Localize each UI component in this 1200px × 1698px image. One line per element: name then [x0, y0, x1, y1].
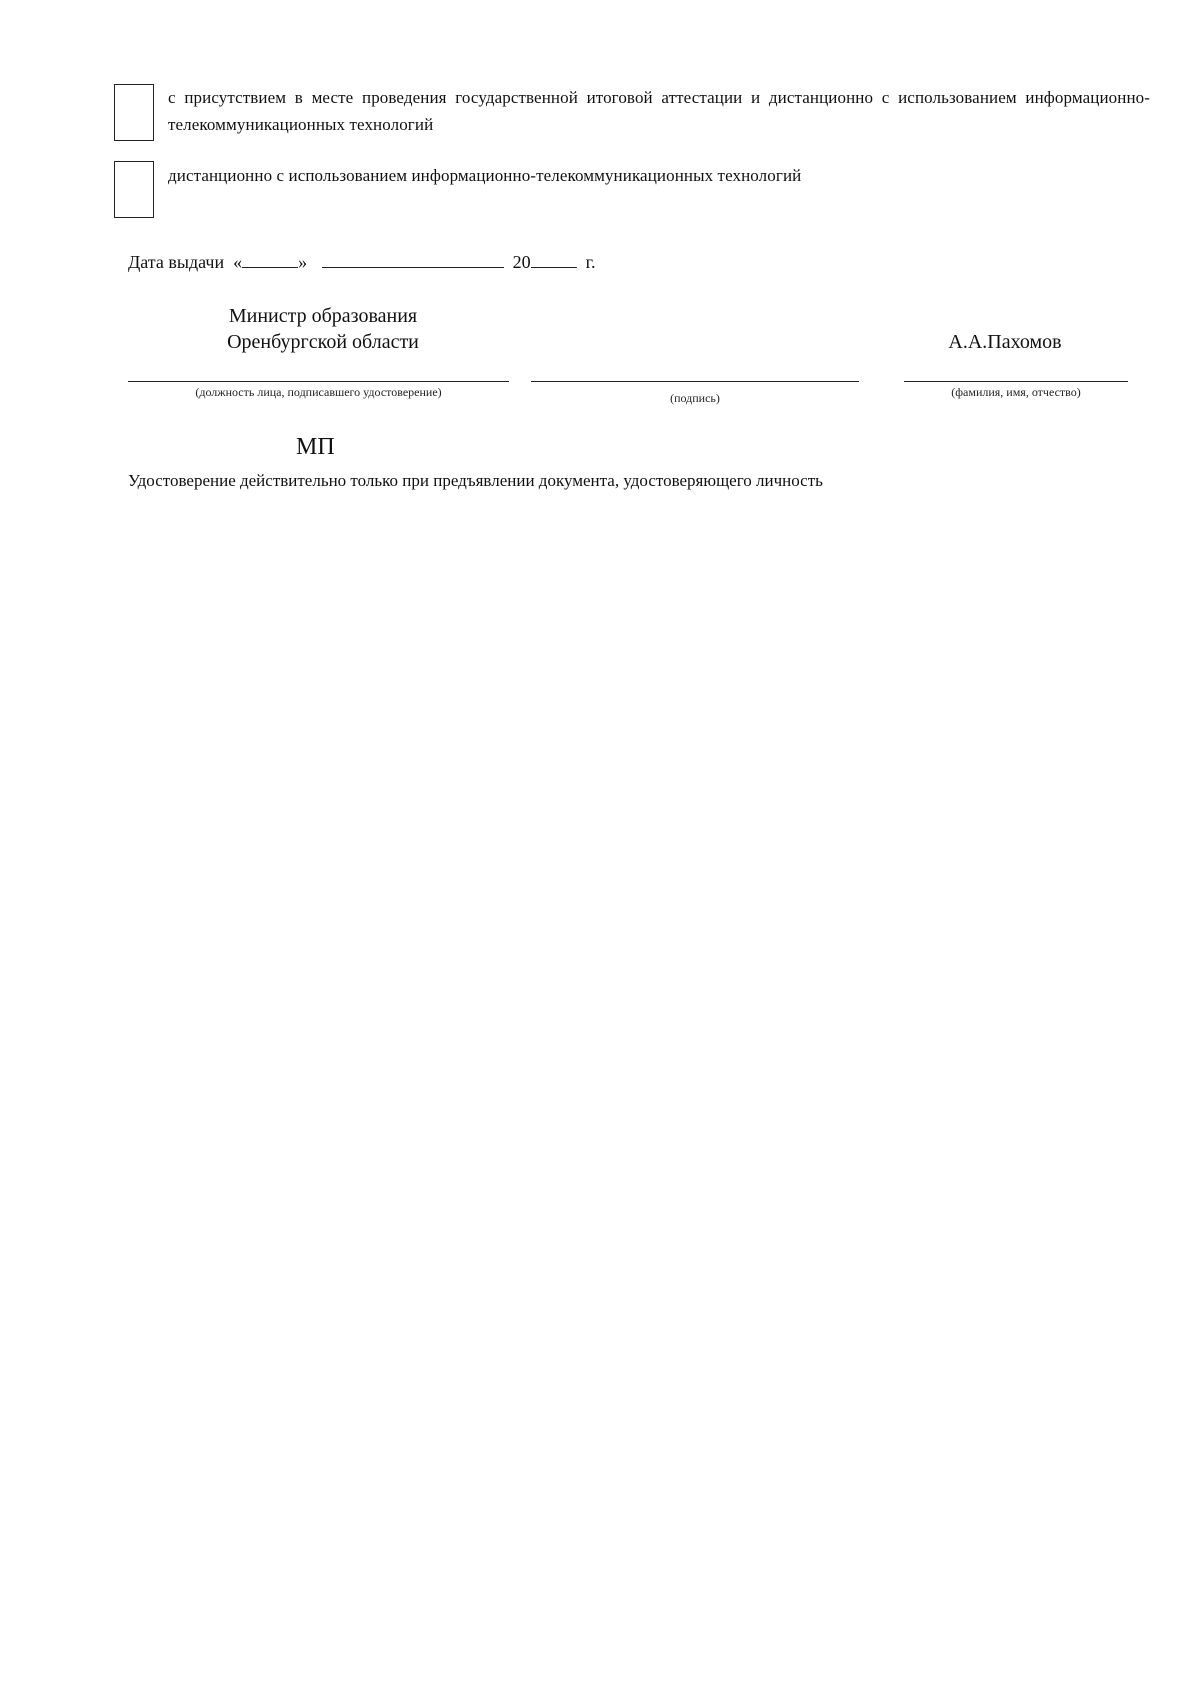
signatory-position-line1: Министр образования: [228, 305, 418, 327]
stamp-place-mark: МП: [296, 434, 335, 460]
checkbox-in-person-and-remote[interactable]: [114, 84, 154, 141]
signatory-position-line2: Оренбургской области: [227, 331, 419, 353]
issue-date-label: Дата выдачи: [128, 252, 225, 272]
position-caption: (должность лица, подписавшего удостоверение): [195, 385, 442, 399]
name-caption: (фамилия, имя, отчество): [951, 385, 1081, 399]
option-remote-only-label: дистанционно с использованием информационно-телекоммуникационных технологий: [168, 166, 802, 185]
signature-underline: [531, 381, 859, 382]
checkbox-remote-only[interactable]: [114, 161, 154, 218]
close-quote: »: [298, 252, 308, 272]
issue-date-row: [128, 249, 595, 274]
option-in-person-and-remote-label: с присутствием в месте проведения государственной итоговой аттестации и дистанционно с использованием информационно-телекоммуникационных технологий: [168, 88, 1150, 134]
signatory-position: [198, 303, 448, 355]
position-underline: [128, 381, 509, 382]
validity-note: Удостоверение действительно только при предъявлении документа, удостоверяющего личность: [128, 471, 823, 490]
issue-day-blank[interactable]: [242, 249, 298, 268]
year-prefix: 20: [512, 252, 531, 272]
name-underline: [904, 381, 1128, 382]
issue-month-blank[interactable]: [322, 249, 504, 268]
open-quote: «: [233, 252, 243, 272]
signature-caption: (подпись): [670, 391, 720, 405]
year-suffix: г.: [585, 252, 596, 272]
signatory-name: А.А.Пахомов: [948, 331, 1062, 353]
issue-year-blank[interactable]: [531, 249, 577, 268]
